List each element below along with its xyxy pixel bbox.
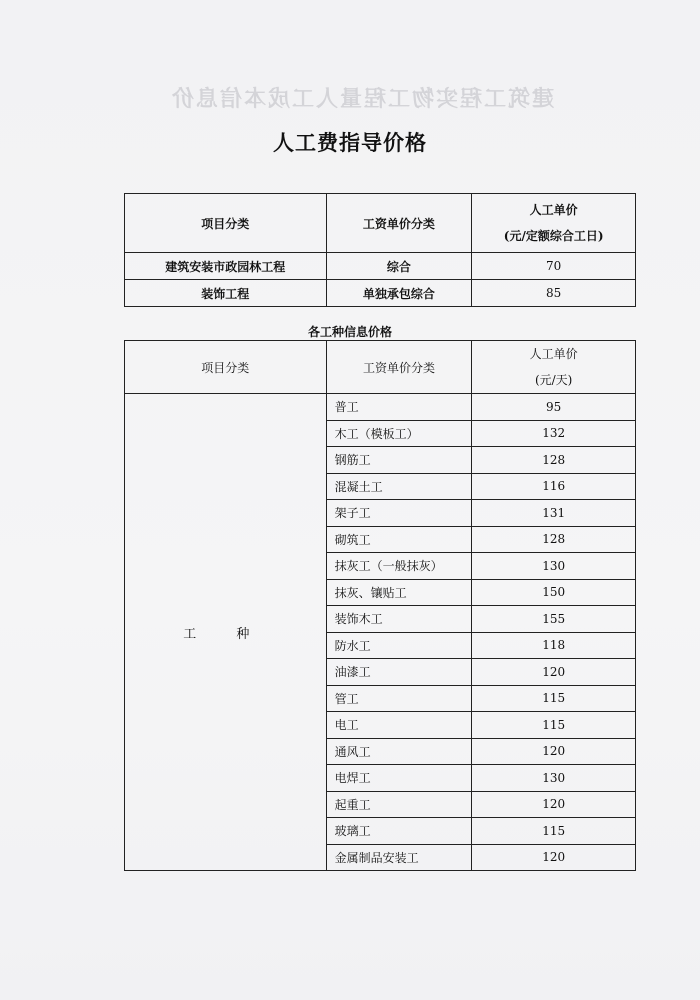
trade-name: 抹灰、镶贴工	[326, 579, 472, 606]
trade-name: 防水工	[326, 632, 472, 659]
trade-name: 金属制品安装工	[326, 844, 472, 871]
trade-price: 128	[472, 447, 636, 474]
header-price-line2: (元/天)	[534, 373, 573, 387]
row-category: 装饰工程	[125, 280, 327, 307]
bleed-through-title: 建筑工程实物工程量人工成本信息价	[170, 86, 555, 112]
trade-price: 118	[472, 632, 636, 659]
trade-price: 120	[472, 791, 636, 818]
trade-price: 132	[472, 420, 636, 447]
row-price: 85	[472, 280, 636, 307]
row-wage-class: 综合	[326, 253, 472, 280]
trade-name: 混凝土工	[326, 473, 472, 500]
header-price	[472, 341, 636, 394]
trade-price: 115	[472, 685, 636, 712]
trade-price: 150	[472, 579, 636, 606]
table-header-row	[125, 194, 636, 253]
header-wage-class: 工资单价分类	[326, 341, 472, 394]
header-price	[472, 194, 636, 253]
trade-price: 115	[472, 818, 636, 845]
header-price-line2: (元/定额综合工日)	[503, 229, 604, 243]
header-wage-class: 工资单价分类	[326, 194, 472, 253]
header-price-line1: 人工单价	[529, 203, 578, 217]
trade-name: 油漆工	[326, 659, 472, 686]
trade-price: 155	[472, 606, 636, 633]
trade-name: 架子工	[326, 500, 472, 527]
trade-price: 116	[472, 473, 636, 500]
trade-price: 131	[472, 500, 636, 527]
trade-name: 钢筋工	[326, 447, 472, 474]
trade-name: 电工	[326, 712, 472, 739]
trade-price: 120	[472, 844, 636, 871]
trade-name: 抹灰工（一般抹灰）	[326, 553, 472, 580]
table-row	[125, 280, 636, 307]
trade-price: 128	[472, 526, 636, 553]
trade-price-table	[124, 340, 636, 871]
header-category: 项目分类	[125, 194, 327, 253]
trade-name: 起重工	[326, 791, 472, 818]
table-header-row	[125, 341, 636, 394]
trade-price: 120	[472, 738, 636, 765]
trade-price: 130	[472, 765, 636, 792]
trade-price: 115	[472, 712, 636, 739]
header-category: 项目分类	[125, 341, 327, 394]
table-row	[125, 253, 636, 280]
trade-price: 130	[472, 553, 636, 580]
row-wage-class: 单独承包综合	[326, 280, 472, 307]
guide-price-table	[124, 193, 636, 307]
table-row	[125, 394, 636, 421]
trade-name: 砌筑工	[326, 526, 472, 553]
trade-name: 装饰木工	[326, 606, 472, 633]
row-category: 建筑安装市政园林工程	[125, 253, 327, 280]
group-label: 工 种	[125, 394, 327, 871]
trade-name: 管工	[326, 685, 472, 712]
trade-name: 木工（模板工）	[326, 420, 472, 447]
trade-price: 95	[472, 394, 636, 421]
page-title: 人工费指导价格	[273, 130, 427, 155]
section-title: 各工种信息价格	[307, 325, 392, 339]
trade-name: 通风工	[326, 738, 472, 765]
trade-name: 电焊工	[326, 765, 472, 792]
trade-rows	[125, 394, 636, 871]
trade-price: 120	[472, 659, 636, 686]
row-price: 70	[472, 253, 636, 280]
trade-name: 普工	[326, 394, 472, 421]
trade-name: 玻璃工	[326, 818, 472, 845]
header-price-line1: 人工单价	[529, 347, 578, 361]
